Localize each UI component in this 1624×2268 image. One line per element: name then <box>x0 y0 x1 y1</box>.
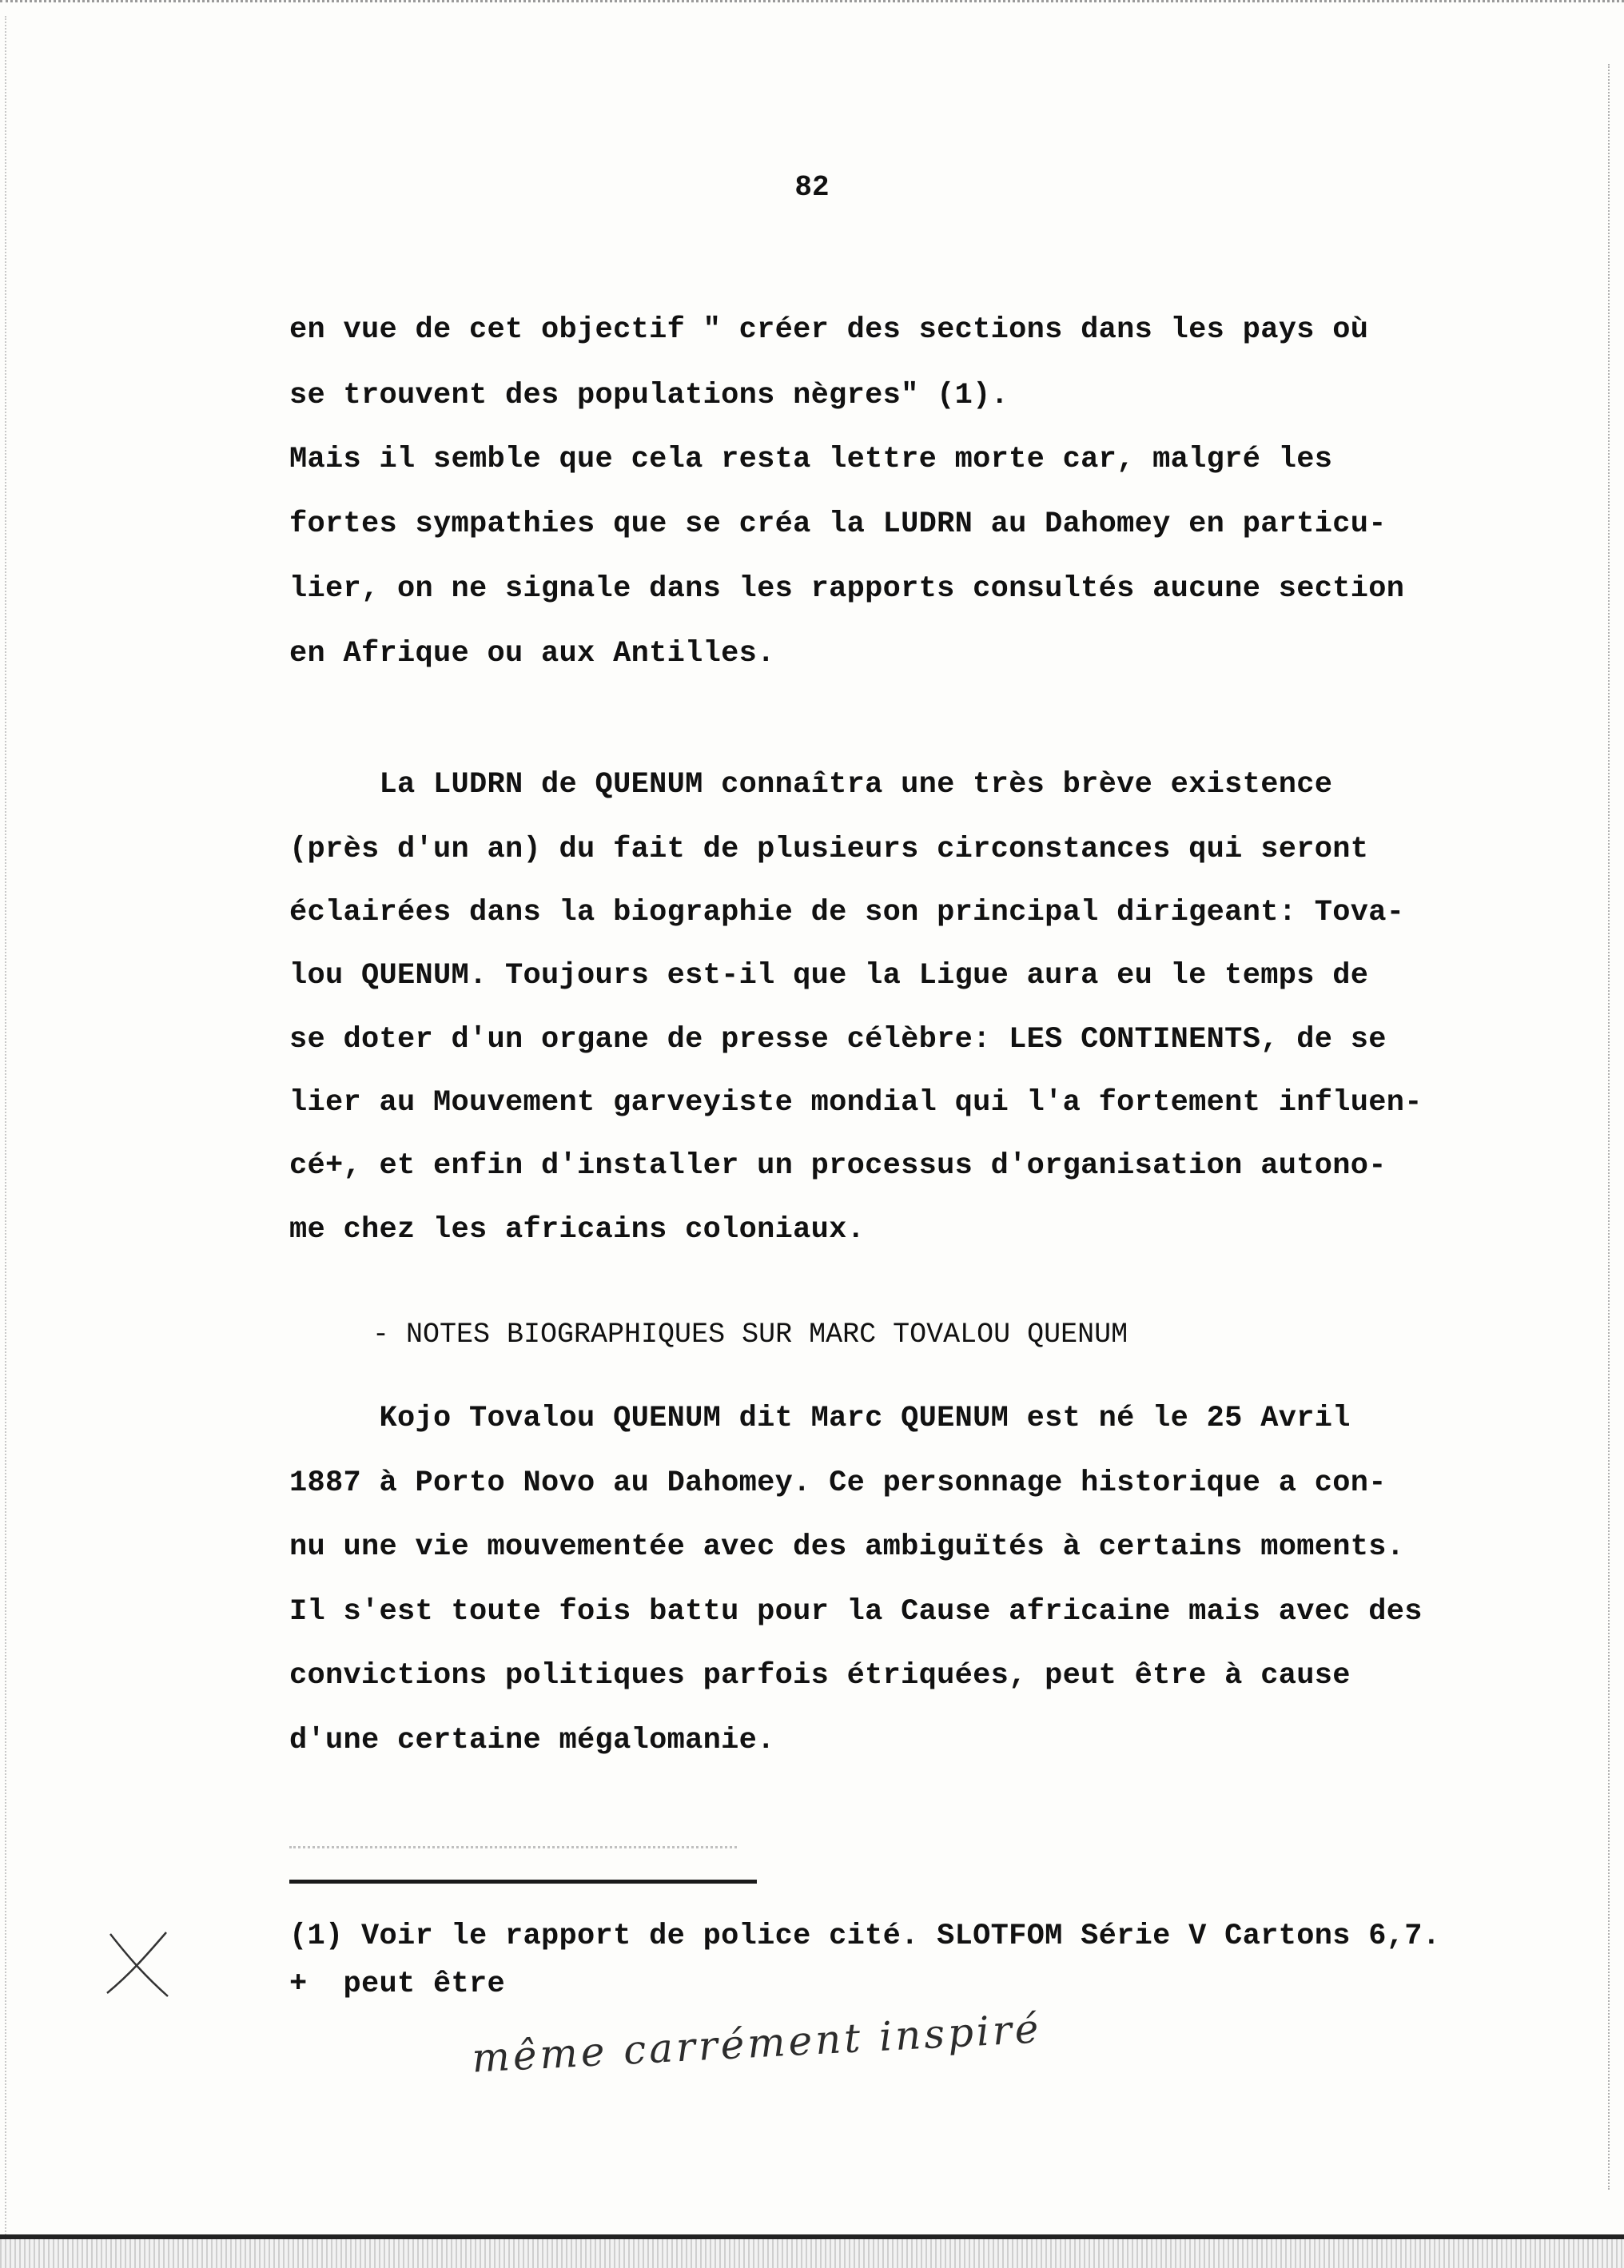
body-line: éclairées dans la biographie de son principal dirigeant: Tova- <box>289 896 1405 929</box>
dotted-separator <box>289 1846 737 1848</box>
body-line: Mais il semble que cela resta lettre morte car, malgré les <box>289 443 1333 476</box>
body-line: se doter d'un organe de presse célèbre: LES CONTINENTS, de se <box>289 1023 1387 1056</box>
footnote: (1) Voir le rapport de police cité. SLOTFOM Série V Cartons 6,7. <box>289 1920 1441 1953</box>
body-line: nu une vie mouvementée avec des ambiguïtés à certains moments. <box>289 1530 1405 1564</box>
body-line: cé+, et enfin d'installer un processus d'organisation autono- <box>289 1149 1387 1183</box>
body-line: Il s'est toute fois battu pour la Cause africaine mais avec des <box>289 1595 1423 1629</box>
body-line: se trouvent des populations nègres" (1). <box>289 379 1009 412</box>
body-line: convictions politiques parfois étriquées, peut être à cause <box>289 1659 1351 1693</box>
body-line: me chez les africains coloniaux. <box>289 1213 866 1247</box>
scan-top-edge <box>0 0 1624 9</box>
body-line: lier, on ne signale dans les rapports consultés aucune section <box>289 572 1405 606</box>
scan-right-edge <box>1608 64 1610 2190</box>
section-heading: - NOTES BIOGRAPHIQUES SUR MARC TOVALOU QUENUM <box>372 1319 1128 1351</box>
body-line: en vue de cet objectif " créer des sections dans les pays où <box>289 313 1369 347</box>
footnote: + peut être <box>289 1968 506 2001</box>
body-line: Kojo Tovalou QUENUM dit Marc QUENUM est né le 25 Avril <box>289 1402 1351 1435</box>
body-line: La LUDRN de QUENUM connaîtra une très brève existence <box>289 768 1333 802</box>
body-line: en Afrique ou aux Antilles. <box>289 637 775 670</box>
body-line: lier au Mouvement garveyiste mondial qui l'a fortement influen- <box>289 1086 1423 1120</box>
handwritten-note: même carrément inspiré <box>470 2005 1043 2082</box>
body-line: (près d'un an) du fait de plusieurs circonstances qui seront <box>289 833 1369 866</box>
scan-left-edge <box>5 16 6 2238</box>
page-number: 82 <box>794 171 830 204</box>
body-line: d'une certaine mégalomanie. <box>289 1724 775 1757</box>
footnote-rule <box>289 1880 757 1884</box>
body-line: lou QUENUM. Toujours est-il que la Ligue aura eu le temps de <box>289 959 1369 993</box>
body-line: fortes sympathies que se créa la LUDRN au Dahomey en particu- <box>289 507 1387 541</box>
body-line: 1887 à Porto Novo au Dahomey. Ce personnage historique a con- <box>289 1466 1387 1500</box>
handwritten-cross-mark <box>102 1928 174 1999</box>
